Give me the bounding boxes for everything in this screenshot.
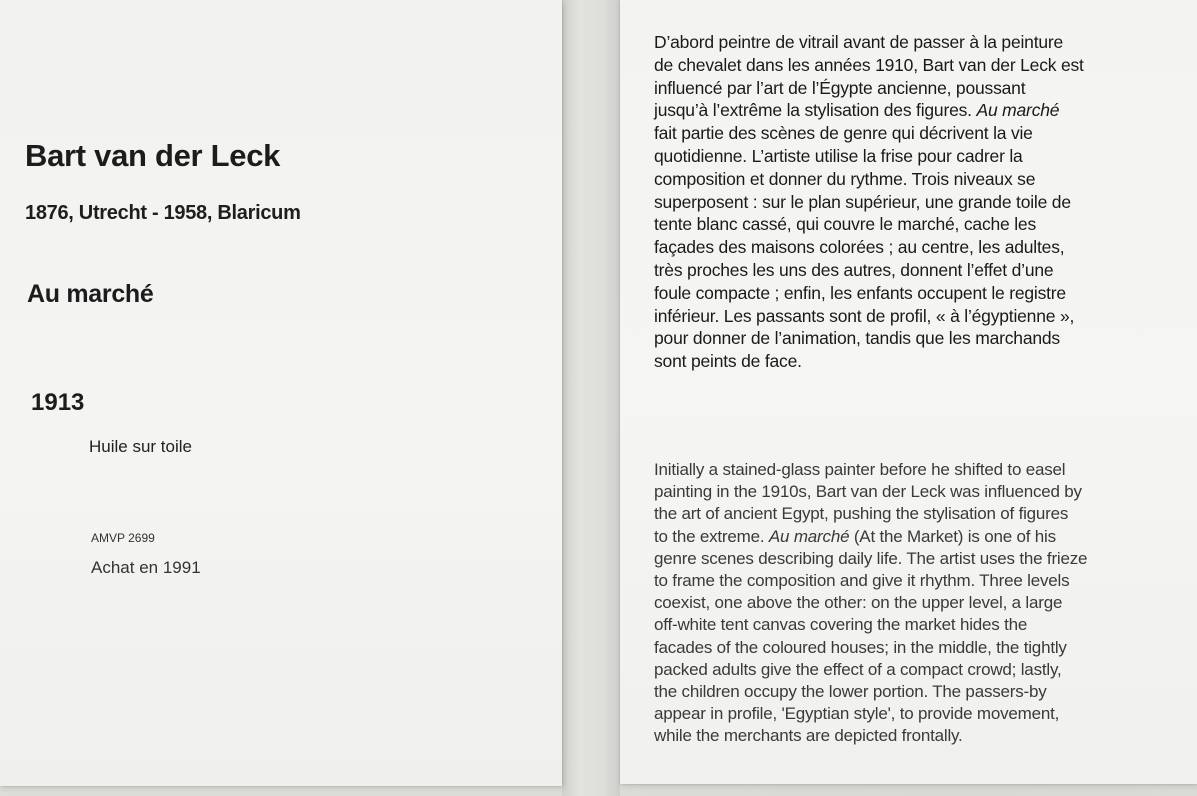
english-italic-title: Au marché [768, 526, 850, 546]
english-line: painting in the 1910s, Bart van der Leck was influenced by [654, 482, 1082, 502]
french-line: tente blanc cassé, qui couvre le marché, cache les [654, 214, 1037, 235]
english-line: Initially a stained-glass painter before he shifted to easel [654, 460, 1066, 479]
artist-name: Bart van der Leck [25, 138, 281, 173]
english-line: facades of the coloured houses; in the middle, the tightly [654, 637, 1067, 657]
french-line-part: jusqu’à l’extrême la stylisation des figures. [654, 100, 977, 121]
english-line: while the merchants are depicted frontally. [654, 726, 963, 746]
french-line: de chevalet dans les années 1910, Bart van der Leck est [654, 54, 1084, 75]
english-line: packed adults give the effect of a compact crowd; lastly, [654, 659, 1062, 679]
inventory-number: AMVP 2699 [91, 531, 155, 545]
french-line: composition et donner du rythme. Trois niveaux se [654, 168, 1036, 189]
french-line [654, 99, 1174, 122]
french-line: influencé par l’art de l’Égypte ancienne, poussant [654, 77, 1026, 98]
artwork-year: 1913 [31, 389, 85, 416]
french-line: très proches les uns des autres, donnent l’effet d’une [654, 259, 1054, 280]
french-line: quotidienne. L’artiste utilise la frise pour cadrer la [654, 145, 1023, 166]
french-line: D’abord peintre de vitrail avant de passer à la peinture [654, 32, 1064, 52]
english-line-part: (At the Market) is one of his [849, 526, 1056, 546]
artwork-medium: Huile sur toile [89, 437, 192, 456]
french-line: pour donner de l’animation, tandis que les marchands [654, 328, 1060, 349]
english-line: genre scenes describing daily life. The artist uses the frieze [654, 548, 1088, 568]
english-line: the children occupy the lower portion. The passers-by [654, 682, 1047, 702]
description-french [654, 31, 1174, 373]
english-line: appear in profile, 'Egyptian style', to provide movement, [654, 704, 1060, 724]
acquisition-info: Achat en 1991 [91, 558, 201, 577]
english-line: coexist, one above the other: on the upper level, a large [654, 593, 1063, 613]
french-line: superposent : sur le plan supérieur, une grande toile de [654, 191, 1071, 212]
artwork-title: Au marché [27, 280, 154, 308]
english-line [654, 526, 1174, 548]
french-line: façades des maisons colorées ; au centre, les adultes, [654, 237, 1065, 258]
english-line: to frame the composition and give it rhythm. Three levels [654, 571, 1070, 591]
french-italic-title: Au marché [976, 100, 1060, 121]
english-line: the art of ancient Egypt, pushing the stylisation of figures [654, 504, 1069, 524]
french-line: fait partie des scènes de genre qui décrivent la vie [654, 123, 1033, 144]
english-line: off-white tent canvas covering the market hides the [654, 615, 1028, 635]
wall-gap [562, 0, 620, 796]
artist-lifespan: 1876, Utrecht - 1958, Blaricum [25, 202, 301, 224]
french-line: foule compacte ; enfin, les enfants occupent le registre [654, 282, 1066, 303]
description-english [654, 459, 1174, 748]
french-line: inférieur. Les passants sont de profil, « à l’égyptienne », [654, 305, 1075, 326]
french-line: sont peints de face. [654, 351, 802, 372]
english-line-part: to the extreme. [654, 526, 769, 546]
